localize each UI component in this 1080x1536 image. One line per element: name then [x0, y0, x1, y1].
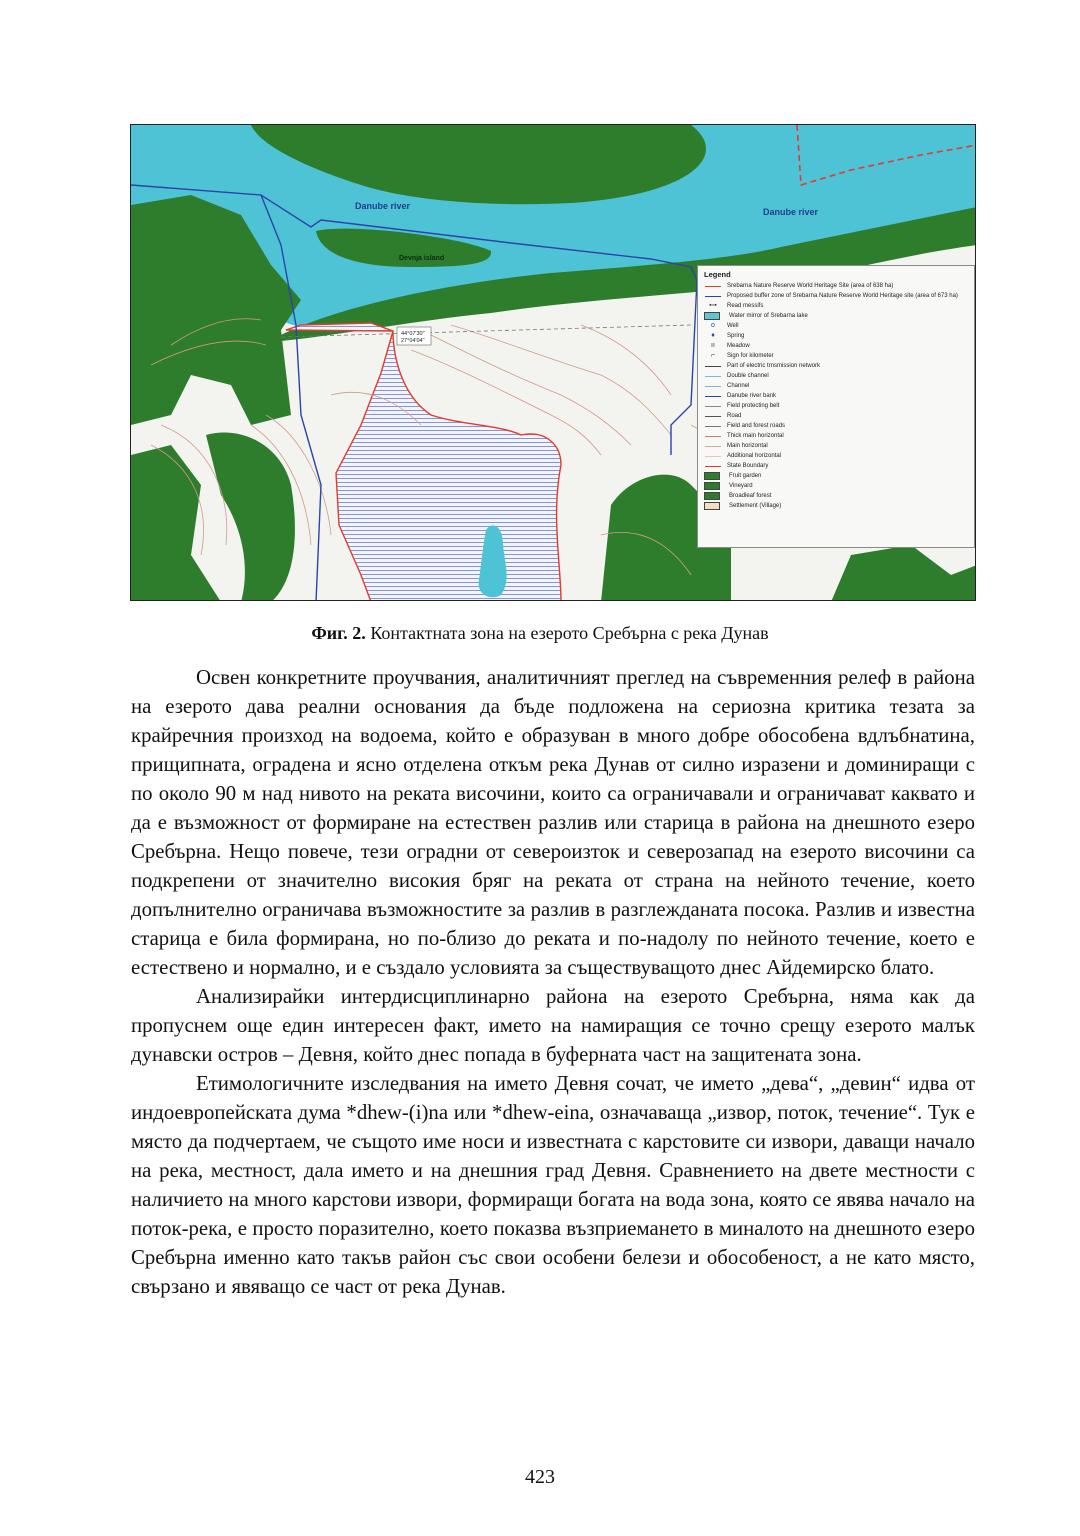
legend-label: Field and forest roads — [727, 423, 786, 429]
map-legend — [697, 265, 975, 548]
legend-symbol: ⌐ — [710, 352, 716, 359]
legend-symbol — [704, 372, 722, 380]
legend-symbol — [704, 462, 722, 470]
legend-symbol — [704, 382, 722, 390]
legend-label: Fruit garden — [729, 473, 762, 479]
coordinates-lat: 44°07'30" — [401, 331, 425, 337]
caption-label: Фиг. 2. — [311, 623, 366, 643]
coordinates-label — [401, 331, 426, 344]
legend-label: Field protecting belt — [727, 403, 780, 409]
legend-item — [704, 311, 968, 321]
paragraph: Анализирайки интердисциплинарно района на езерото Сребърна, няма как да пропуснем още един интересен факт, името на намиращия се точно срещу езерото малък дунавски остров – Девня, който днес попада в буферната част на защитената зона. — [131, 985, 975, 1066]
legend-symbol — [704, 422, 722, 430]
legend-item — [704, 391, 968, 401]
legend-label: Double channel — [727, 373, 769, 379]
map-figure — [130, 124, 976, 601]
legend-symbol — [704, 362, 722, 370]
legend-item — [704, 411, 968, 421]
page-number: 423 — [525, 1466, 555, 1488]
legend-item — [704, 331, 968, 341]
legend-item — [704, 361, 968, 371]
legend-item — [704, 481, 968, 491]
figure-caption — [0, 623, 1080, 644]
legend-label: Meadow — [727, 343, 750, 349]
legend-label: Thick main horizontal — [727, 433, 784, 439]
legend-symbol — [704, 402, 722, 410]
caption-text: Контактната зона на езерото Сребърна с река Дунав — [365, 623, 769, 643]
coordinates-lon: 27°04'04" — [401, 338, 425, 344]
legend-symbol: ▪▫▪ — [709, 302, 717, 309]
legend-symbol — [704, 282, 722, 290]
legend-symbol — [704, 292, 722, 300]
legend-item — [704, 371, 968, 381]
paragraph: Етимологичните изследвания на името Девня сочат, че името „дева“, „девин“ идва от индоевропейската дума *dhew-(i)na или *dhew-eina, означаваща „извор, поток, течение“. Тук е място да подчертаем, че същото име носи и известната с карстовите си извори, даващи начало на река, местност, дала името и на днешния град Девня. Сравнението на двете местности с наличието на много карстови извори, формиращи богата на вода зона, която се явява начало на поток-река, е просто поразително, което показва възприемането в миналото на днешното езеро Сребърна именно като такъв район със свои особени белези и обособеност, а не като място, свързано и явяващо се част от река Дунав. — [131, 1072, 975, 1298]
legend-symbol: o — [711, 322, 715, 329]
devnja-island-label: Devnja island — [399, 255, 445, 262]
legend-label: Main horizontal — [727, 443, 768, 449]
legend-item — [704, 431, 968, 441]
legend-label: Vineyard — [729, 483, 753, 489]
legend-item — [704, 471, 968, 481]
legend-label: Well — [727, 323, 739, 329]
legend-label: Road — [727, 413, 742, 419]
legend-item — [704, 351, 968, 361]
legend-item — [704, 301, 968, 311]
legend-label: Read messifs — [727, 303, 764, 309]
legend-item — [704, 461, 968, 471]
legend-item — [704, 281, 968, 291]
body-text — [131, 663, 975, 1301]
legend-symbol — [704, 392, 722, 400]
legend-label: Srebarna Nature Reserve World Heritage Site (area of 638 ha) — [727, 283, 894, 289]
legend-title: Legend — [704, 270, 731, 279]
legend-label: Channel — [727, 383, 750, 389]
legend-label: Danube river bank — [727, 393, 777, 399]
legend-item — [704, 501, 968, 511]
legend-list — [704, 281, 968, 511]
legend-symbol — [704, 312, 720, 320]
legend-symbol: ıı — [711, 342, 715, 349]
legend-label: Proposed buffer zone of Srebarna Nature Reserve World Heritage site (area of 673 ha) — [727, 293, 958, 299]
legend-item — [704, 421, 968, 431]
legend-item — [704, 451, 968, 461]
legend-item — [704, 381, 968, 391]
legend-label: Sign for kilometer — [727, 353, 774, 359]
legend-symbol — [704, 452, 722, 460]
danube-river-label-left: Danube river — [355, 201, 411, 211]
legend-symbol — [704, 492, 720, 500]
legend-item — [704, 491, 968, 501]
legend-label: Water mirror of Srebarna lake — [729, 313, 808, 319]
danube-river-label-right: Danube river — [763, 207, 819, 217]
legend-item — [704, 321, 968, 331]
legend-label: State Boundary — [727, 463, 769, 469]
legend-symbol — [704, 482, 720, 490]
legend-item — [704, 441, 968, 451]
legend-symbol — [704, 472, 720, 480]
paragraph: Освен конкретните проучвания, аналитичният преглед на съвременния релеф в района на езерото дава реални основания да бъде подложена на сериозна критика тезата за крайречния произход на водоема, който е образуван в много добре обособена вдлъбнатина, прищипната, оградена и ясно отделена откъм река Дунав от силно изразени и доминиращи с по около 90 м над нивото на реката височини, които са ограничавали и ограничават каквато и да е възможност от формиране на естествен разлив или старица в района на днешното езеро Сребърна. Нещо повече, тези оградни от североизток и северозапад на езерото височини са подкрепени от значително високия бряг на реката от страна на нейното течение, което допълнително ограничава възможностите за разлив в разглежданата посока. Разлив и известна старица е била формирана, но по-близо до реката и по-надолу по нейното течение, което е естествено и нормално, и е създало условията за съществуващото днес Айдемирско блато. — [131, 666, 975, 979]
legend-symbol — [704, 502, 720, 510]
legend-label: Broadleaf forest — [729, 493, 772, 499]
legend-item — [704, 341, 968, 351]
legend-symbol — [704, 442, 722, 450]
legend-symbol — [704, 432, 722, 440]
legend-item — [704, 401, 968, 411]
legend-label: Spring — [727, 333, 745, 339]
legend-symbol: ♦ — [711, 332, 715, 339]
legend-label: Additional horizontal — [727, 453, 782, 459]
legend-item — [704, 291, 968, 301]
legend-symbol — [704, 412, 722, 420]
legend-label: Part of electric trnsmission network — [727, 363, 821, 369]
legend-label: Settlement (Village) — [729, 503, 782, 509]
